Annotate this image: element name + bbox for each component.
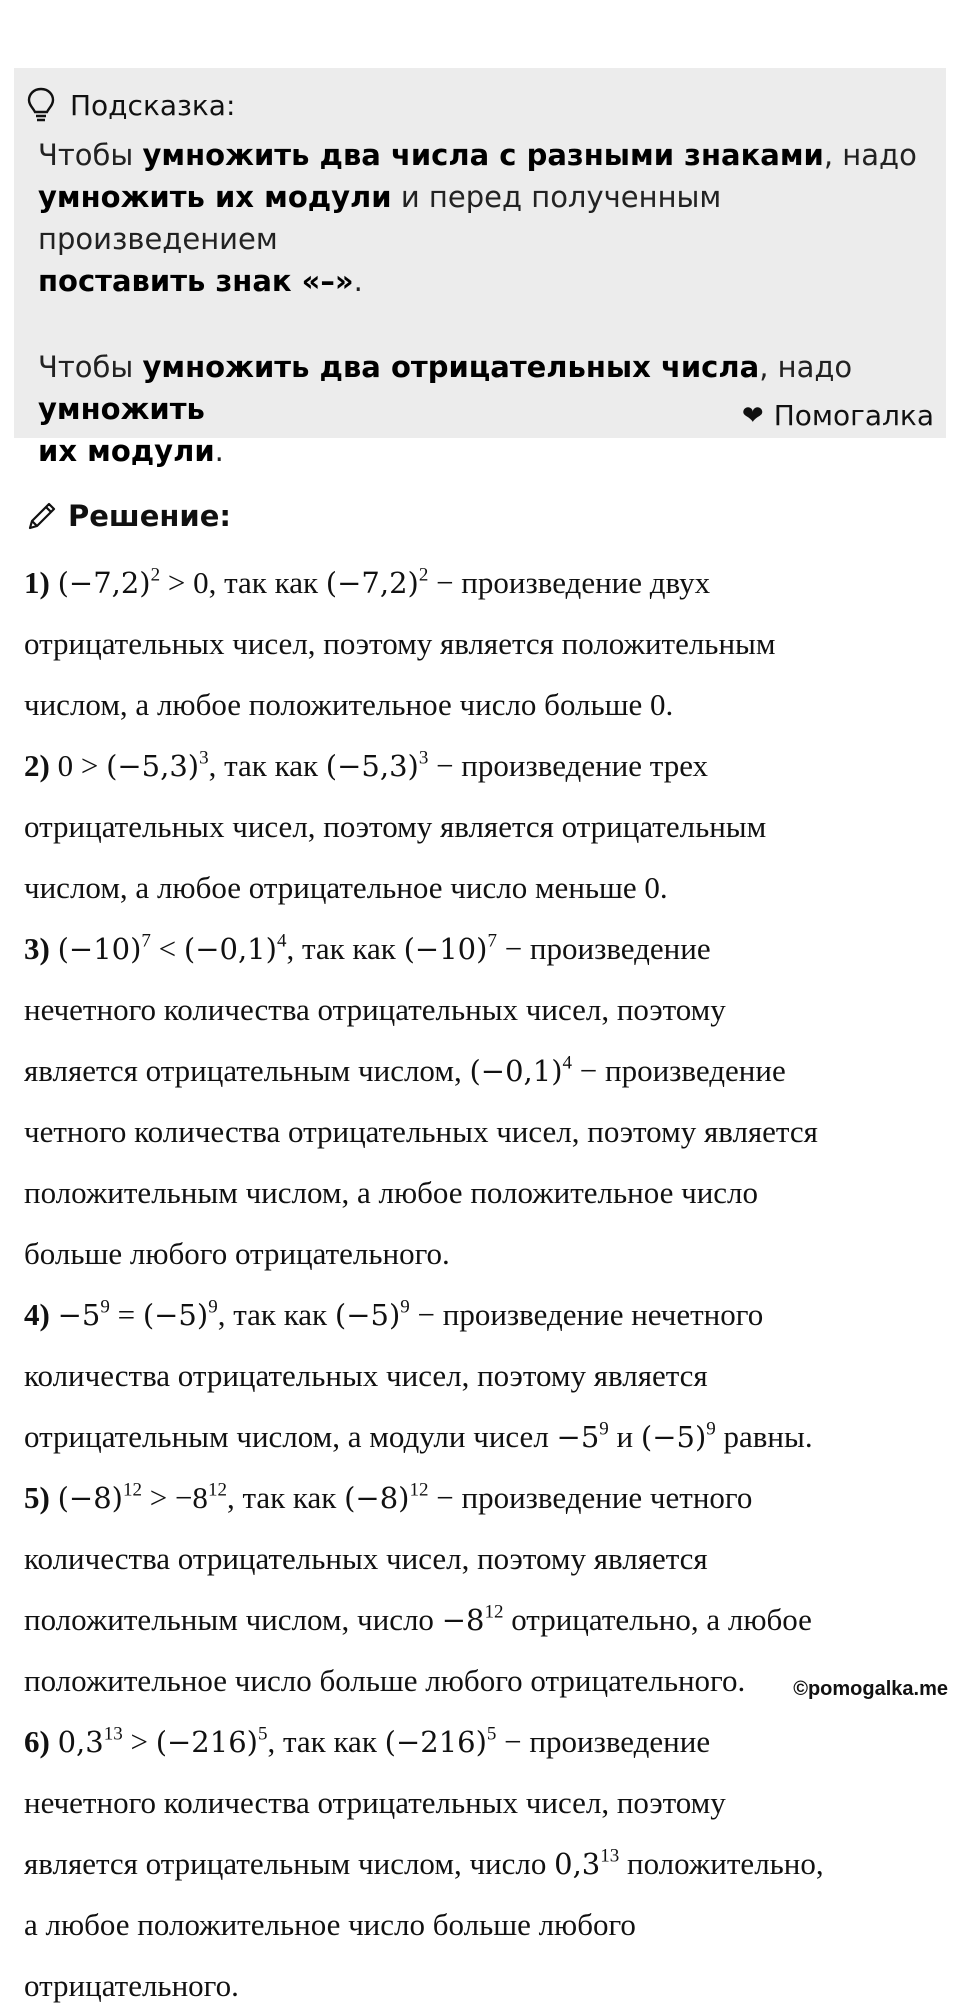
- line-text: , так как: [217, 1297, 335, 1332]
- solution-line: положительным числом, а любое положительное число: [24, 1175, 759, 1210]
- hint-bold: умножить два отрицательных числа: [142, 350, 760, 384]
- solution-line: количества отрицательных чисел, поэтому является: [24, 1358, 708, 1393]
- math-expr: −8: [441, 1603, 485, 1637]
- lightbulb-icon: [26, 87, 56, 123]
- math-expr: (−5): [334, 1298, 401, 1332]
- line-text: , так как: [286, 931, 404, 966]
- exponent: 9: [208, 1296, 218, 1318]
- line-text: отрицательным числом, а модули чисел: [24, 1419, 557, 1454]
- solution-line: [24, 918, 944, 979]
- line-text: > −8: [141, 1480, 208, 1515]
- hint-box: [14, 68, 946, 468]
- solution-line: числом, а любое положительное число больше 0.: [24, 687, 674, 722]
- solution-line: [24, 1589, 944, 1650]
- line-text: является отрицательным числом, число: [24, 1846, 555, 1881]
- line-text: , так как: [267, 1724, 385, 1759]
- exponent: 9: [599, 1418, 609, 1440]
- exponent: 3: [418, 747, 429, 769]
- exponent: 13: [103, 1723, 123, 1745]
- line-text: <: [150, 931, 184, 966]
- exponent: 4: [276, 930, 287, 952]
- math-expr: (−216): [155, 1725, 258, 1759]
- math-expr: (−7,2): [57, 566, 151, 600]
- math-expr: 0,3: [57, 1725, 104, 1759]
- hint-bold: их модули: [38, 434, 215, 468]
- exponent: 7: [141, 930, 151, 952]
- math-expr: (−0,1): [183, 932, 277, 966]
- line-text: − произведение трех: [428, 748, 709, 783]
- line-text: >: [122, 1724, 156, 1759]
- pencil-icon: [24, 498, 60, 534]
- item-number: 1): [24, 565, 50, 600]
- exponent: 2: [150, 564, 161, 586]
- exponent: 5: [486, 1723, 497, 1745]
- line-text: положительно,: [619, 1846, 824, 1881]
- exponent: 12: [484, 1601, 504, 1623]
- exponent: 9: [706, 1418, 716, 1440]
- solution-line: [24, 1406, 944, 1467]
- hint-bold: умножить два числа с разными знаками: [142, 138, 824, 172]
- math-expr: −5: [57, 1298, 101, 1332]
- watermark: ©pomogalka.me: [793, 1678, 948, 1700]
- line-text: − произведение нечетного: [409, 1297, 764, 1332]
- exponent: 2: [418, 564, 429, 586]
- math-expr: (−10): [403, 932, 488, 966]
- math-expr: (−5,3): [106, 749, 200, 783]
- exponent: 12: [409, 1479, 429, 1501]
- item-number: 4): [24, 1297, 50, 1332]
- line-text: − произведение двух: [428, 565, 711, 600]
- brand-link[interactable]: [742, 399, 934, 432]
- exponent: 9: [400, 1296, 410, 1318]
- math-expr: (−8): [57, 1481, 123, 1515]
- exponent: 4: [562, 1052, 573, 1074]
- exponent: 12: [207, 1479, 227, 1501]
- solution-line: [24, 1040, 944, 1101]
- hint-bold: умножить их модули: [38, 180, 392, 214]
- math-expr: (−8): [344, 1481, 410, 1515]
- line-text: > 0, так как: [160, 565, 326, 600]
- solution-line: четного количества отрицательных чисел, поэтому является: [24, 1114, 818, 1149]
- brand-label: Помогалка: [773, 399, 934, 432]
- solution-line: больше любого отрицательного.: [24, 1236, 450, 1271]
- exponent: 9: [100, 1296, 110, 1318]
- math-expr: (−5): [142, 1298, 209, 1332]
- line-text: − произведение четного: [428, 1480, 753, 1515]
- exponent: 13: [600, 1845, 620, 1867]
- solution-heading: [24, 498, 231, 534]
- line-text: отрицательно, а любое: [503, 1602, 812, 1637]
- solution-line: количества отрицательных чисел, поэтому является: [24, 1541, 708, 1576]
- item-number: 2): [24, 748, 50, 783]
- solution-body: [24, 552, 944, 2016]
- solution-line: [24, 735, 944, 796]
- hint-header: [26, 76, 934, 134]
- item-number: 5): [24, 1480, 50, 1515]
- math-expr: −5: [556, 1420, 600, 1454]
- line-text: − произведение: [496, 931, 711, 966]
- line-text: 0 >: [49, 748, 107, 783]
- hint-text: , надо: [759, 350, 853, 384]
- hint-text: .: [214, 434, 224, 468]
- solution-line: а любое положительное число больше любого: [24, 1907, 636, 1942]
- line-text: и: [608, 1419, 641, 1454]
- item-number: 6): [24, 1724, 50, 1759]
- math-expr: 0,3: [554, 1847, 601, 1881]
- hint-bold: поставить знак «–»: [38, 264, 354, 298]
- line-text: − произведение: [496, 1724, 711, 1759]
- line-text: положительным числом, число: [24, 1602, 442, 1637]
- solution-line: [24, 1284, 944, 1345]
- line-text: , так как: [226, 1480, 345, 1515]
- solution-line: нечетного количества отрицательных чисел, поэтому: [24, 992, 726, 1027]
- exponent: 3: [199, 747, 209, 769]
- line-text: − произведение: [572, 1053, 786, 1088]
- hint-text: Чтобы: [38, 350, 143, 384]
- solution-line: [24, 552, 944, 613]
- hint-text: Чтобы: [38, 138, 143, 172]
- heart-icon: ❤: [741, 400, 764, 431]
- exponent: 12: [122, 1479, 142, 1501]
- solution-title: Решение:: [68, 499, 232, 533]
- solution-line: [24, 1711, 944, 1772]
- solution-line: отрицательного.: [24, 1968, 239, 2003]
- hint-bold: умножить: [38, 392, 205, 426]
- hint-text: .: [353, 264, 363, 298]
- solution-line: [24, 1467, 944, 1528]
- line-text: является отрицательным числом,: [24, 1053, 470, 1088]
- line-text: , так как: [208, 748, 326, 783]
- hint-paragraph-1: [26, 134, 934, 302]
- solution-line: отрицательных чисел, поэтому является положительным: [24, 626, 776, 661]
- item-number: 3): [24, 931, 50, 966]
- hint-text: , надо: [823, 138, 917, 172]
- math-expr: (−0,1): [469, 1054, 563, 1088]
- math-expr: (−5): [640, 1420, 707, 1454]
- solution-line: отрицательных чисел, поэтому является отрицательным: [24, 809, 767, 844]
- solution-line: числом, а любое отрицательное число меньше 0.: [24, 870, 668, 905]
- math-expr: (−7,2): [325, 566, 419, 600]
- math-expr: (−5,3): [325, 749, 419, 783]
- hint-text: и перед полученным произведением: [38, 180, 722, 256]
- line-text: равны.: [715, 1419, 813, 1454]
- solution-line: положительное число больше любого отрицательного.: [24, 1663, 746, 1698]
- exponent: 7: [487, 930, 497, 952]
- math-expr: (−216): [384, 1725, 487, 1759]
- exponent: 5: [257, 1723, 268, 1745]
- math-expr: (−10): [57, 932, 142, 966]
- line-text: =: [109, 1297, 143, 1332]
- solution-line: нечетного количества отрицательных чисел, поэтому: [24, 1785, 726, 1820]
- solution-line: [24, 1833, 944, 1894]
- hint-title: Подсказка:: [70, 88, 236, 122]
